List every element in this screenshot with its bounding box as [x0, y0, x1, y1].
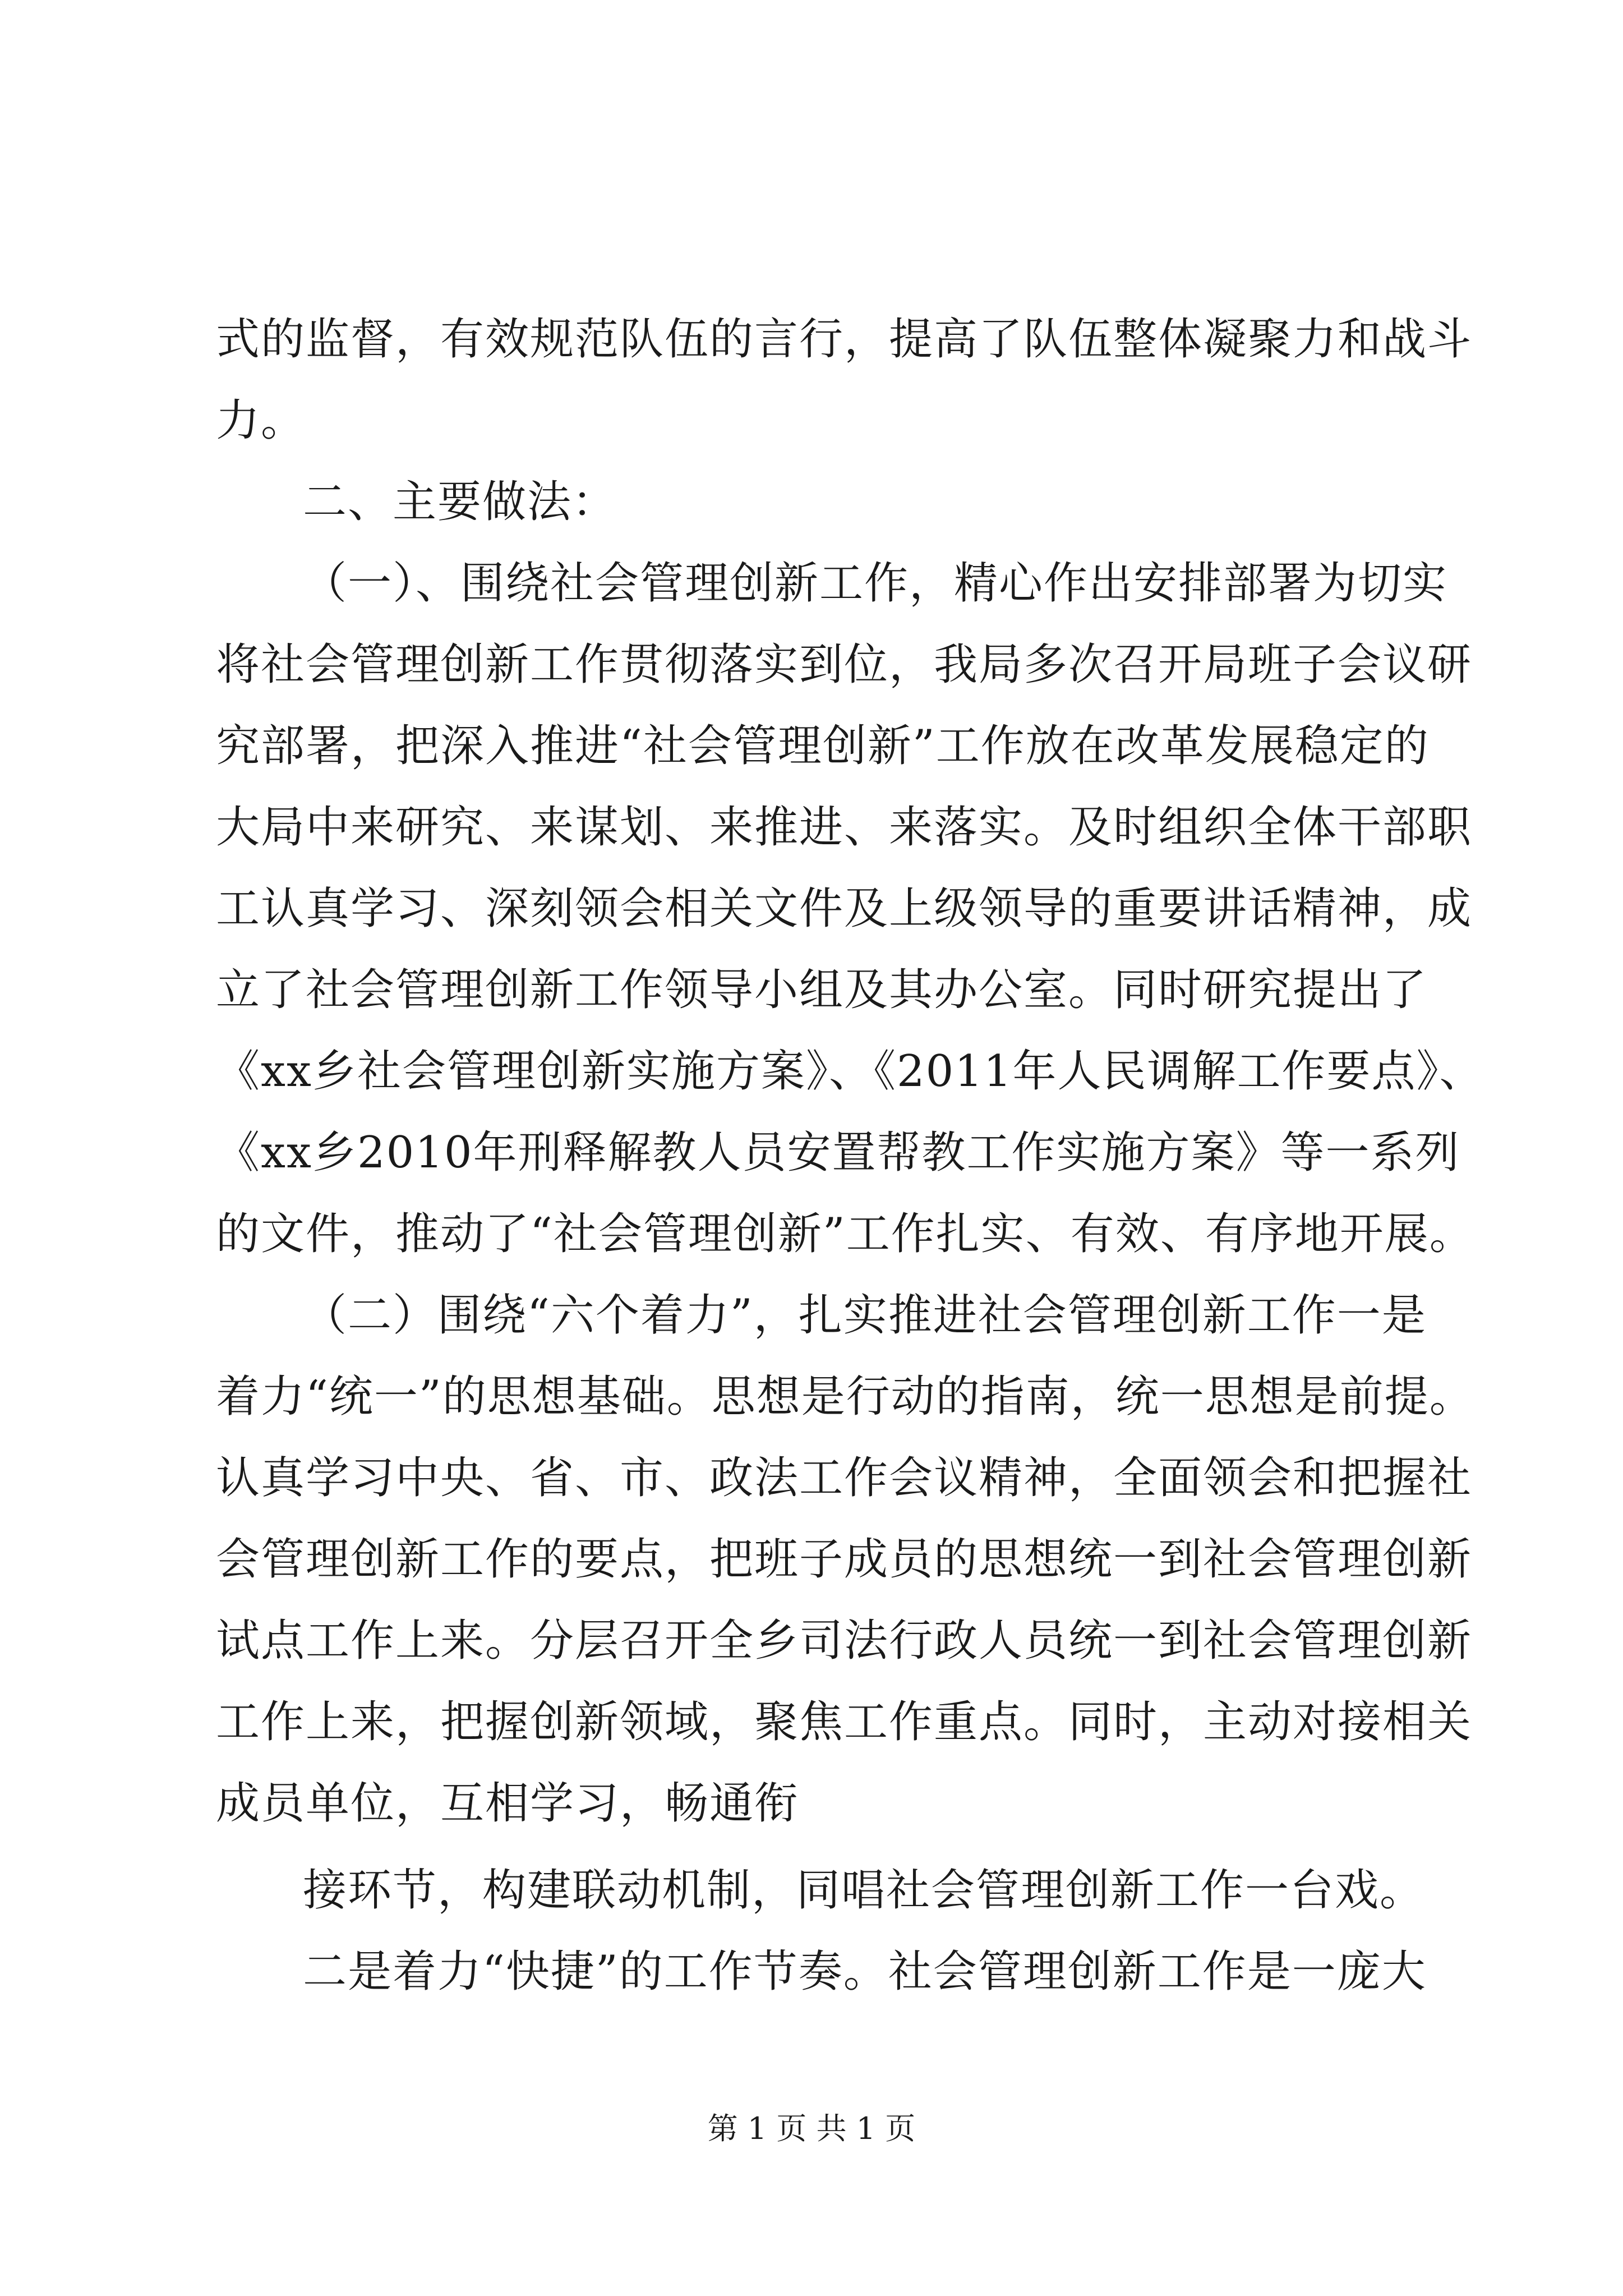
text-line-21: 二是着力“快捷”的工作节奏。社会管理创新工作是一庞大 — [303, 1947, 1427, 1997]
section-heading: 二、主要做法： — [303, 477, 617, 527]
text-line-14: 着力“统一”的思想基础。思想是行动的指南，统一思想是前提。 — [216, 1372, 1474, 1422]
text-line-13: （二）围绕“六个着力”，扎实推进社会管理创新工作一是 — [303, 1290, 1427, 1341]
text-line-7: 大局中来研究、来谋划、来推进、来落实。及时组织全体干部职 — [216, 802, 1473, 853]
text-line-2: 力。 — [216, 395, 306, 446]
text-line-8: 工认真学习、深刻领会相关文件及上级领导的重要讲话精神，成 — [216, 884, 1473, 934]
text-line-17: 试点工作上来。分层召开全乡司法行政人员统一到社会管理创新 — [216, 1616, 1473, 1666]
text-line-1: 式的监督，有效规范队伍的言行，提高了队伍整体凝聚力和战斗 — [216, 314, 1473, 365]
text-line-20: 接环节，构建联动机制，同唱社会管理创新工作一台戏。 — [303, 1865, 1425, 1916]
text-line-16: 会管理创新工作的要点，把班子成员的思想统一到社会管理创新 — [216, 1534, 1473, 1585]
text-line-18: 工作上来，把握创新领域，聚焦工作重点。同时，主动对接相关 — [216, 1697, 1473, 1747]
text-line-19: 成员单位，互相学习，畅通衔 — [216, 1778, 800, 1829]
page-footer: 第 1 页 共 1 页 — [707, 2111, 916, 2146]
text-line-5: 将社会管理创新工作贯彻落实到位，我局多次召开局班子会议研 — [216, 639, 1473, 690]
text-line-4: （一）、围绕社会管理创新工作，精心作出安排部署为切实 — [303, 558, 1448, 609]
text-line-15: 认真学习中央、省、市、政法工作会议精神，全面领会和把握社 — [216, 1453, 1473, 1503]
text-line-6: 究部署，把深入推进“社会管理创新”工作放在改革发展稳定的 — [216, 721, 1430, 771]
text-line-9: 立了社会管理创新工作领导小组及其办公室。同时研究提出了 — [216, 965, 1428, 1015]
text-line-10: 《xx乡社会管理创新实施方案》、《2011年人民调解工作要点》、 — [216, 1046, 1484, 1097]
text-line-11: 《xx乡2010年刑释解教人员安置帮教工作实施方案》等一系列 — [216, 1128, 1460, 1178]
text-line-12: 的文件，推动了“社会管理创新”工作扎实、有效、有序地开展。 — [216, 1209, 1474, 1259]
